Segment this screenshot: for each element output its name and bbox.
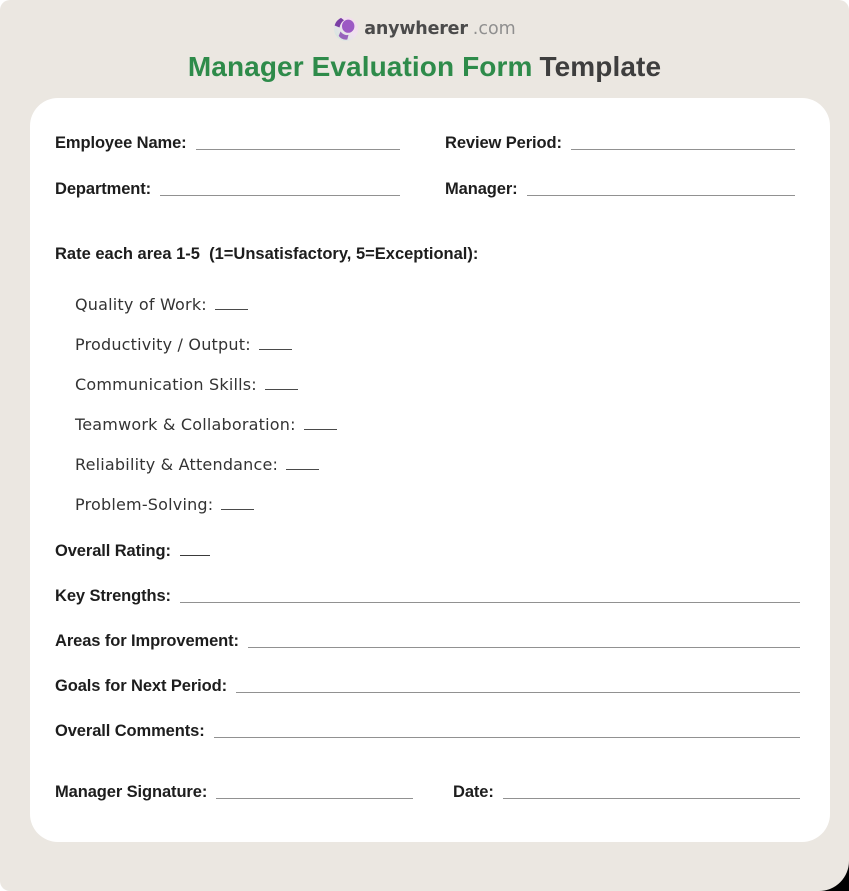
employee-name-line (196, 149, 400, 150)
key-strengths-line (180, 602, 800, 603)
key-strengths-label: Key Strengths: (55, 587, 171, 605)
rating-item-reliability-blank (286, 457, 319, 470)
overall-comments-label: Overall Comments: (55, 722, 205, 740)
manager-label: Manager: (445, 180, 518, 198)
rating-item-communication-blank (265, 377, 298, 390)
manager-line (527, 195, 795, 196)
rating-item-productivity (75, 335, 800, 354)
rating-item-problem-solving-label: Problem-Solving: (75, 495, 214, 514)
overall-comments-line (214, 737, 800, 738)
field-employee-name (55, 134, 400, 153)
manager-signature-line (216, 798, 413, 799)
goals-next-period-line (236, 692, 800, 693)
brand-logo (0, 0, 849, 42)
field-overall-comments (55, 721, 800, 741)
field-areas-for-improvement (55, 631, 800, 651)
rating-item-communication (75, 375, 800, 394)
brand-tld: .com (472, 19, 516, 39)
rating-item-quality (75, 295, 800, 314)
manager-signature-label: Manager Signature: (55, 783, 208, 801)
field-manager (445, 180, 795, 199)
brand-name: anywherer (364, 19, 468, 39)
overall-rating-blank (180, 543, 210, 556)
overall-rating-field (55, 541, 800, 561)
field-goals-next-period (55, 676, 800, 696)
field-department (55, 180, 400, 199)
department-line (160, 195, 400, 196)
signature-row (55, 783, 800, 802)
page-title (0, 51, 849, 83)
field-key-strengths (55, 586, 800, 606)
page-title-rest: Template (539, 51, 662, 82)
date-line (503, 798, 800, 799)
rating-item-productivity-blank (259, 337, 292, 350)
rating-item-communication-label: Communication Skills: (75, 375, 257, 394)
employee-name-label: Employee Name: (55, 134, 187, 152)
review-period-label: Review Period: (445, 134, 562, 152)
goals-next-period-label: Goals for Next Period: (55, 677, 228, 695)
rating-heading: Rate each area 1-5 (1=Unsatisfactory, 5=Exceptional): (55, 245, 479, 263)
rating-item-problem-solving (75, 495, 800, 514)
rating-item-reliability (75, 455, 800, 474)
department-label: Department: (55, 180, 152, 198)
field-date (453, 783, 800, 802)
rating-item-teamwork-blank (304, 417, 337, 430)
rating-item-problem-solving-blank (221, 497, 254, 510)
page-title-highlight: Manager Evaluation Form (187, 51, 533, 82)
field-manager-signature (55, 783, 413, 802)
areas-for-improvement-line (248, 647, 800, 648)
overall-rating-label: Overall Rating: (55, 542, 171, 560)
areas-for-improvement-label: Areas for Improvement: (55, 632, 239, 650)
form-card (30, 98, 830, 842)
rating-item-productivity-label: Productivity / Output: (75, 335, 251, 354)
field-review-period (445, 134, 795, 153)
globe-icon (333, 16, 359, 42)
header-fields (55, 134, 800, 199)
rating-list (75, 295, 800, 514)
review-period-line (571, 149, 795, 150)
rating-item-teamwork (75, 415, 800, 434)
rating-item-quality-label: Quality of Work: (75, 295, 207, 314)
date-label: Date: (453, 783, 494, 801)
rating-item-quality-blank (215, 297, 248, 310)
rating-item-teamwork-label: Teamwork & Collaboration: (75, 415, 296, 434)
rating-item-reliability-label: Reliability & Attendance: (75, 455, 279, 474)
